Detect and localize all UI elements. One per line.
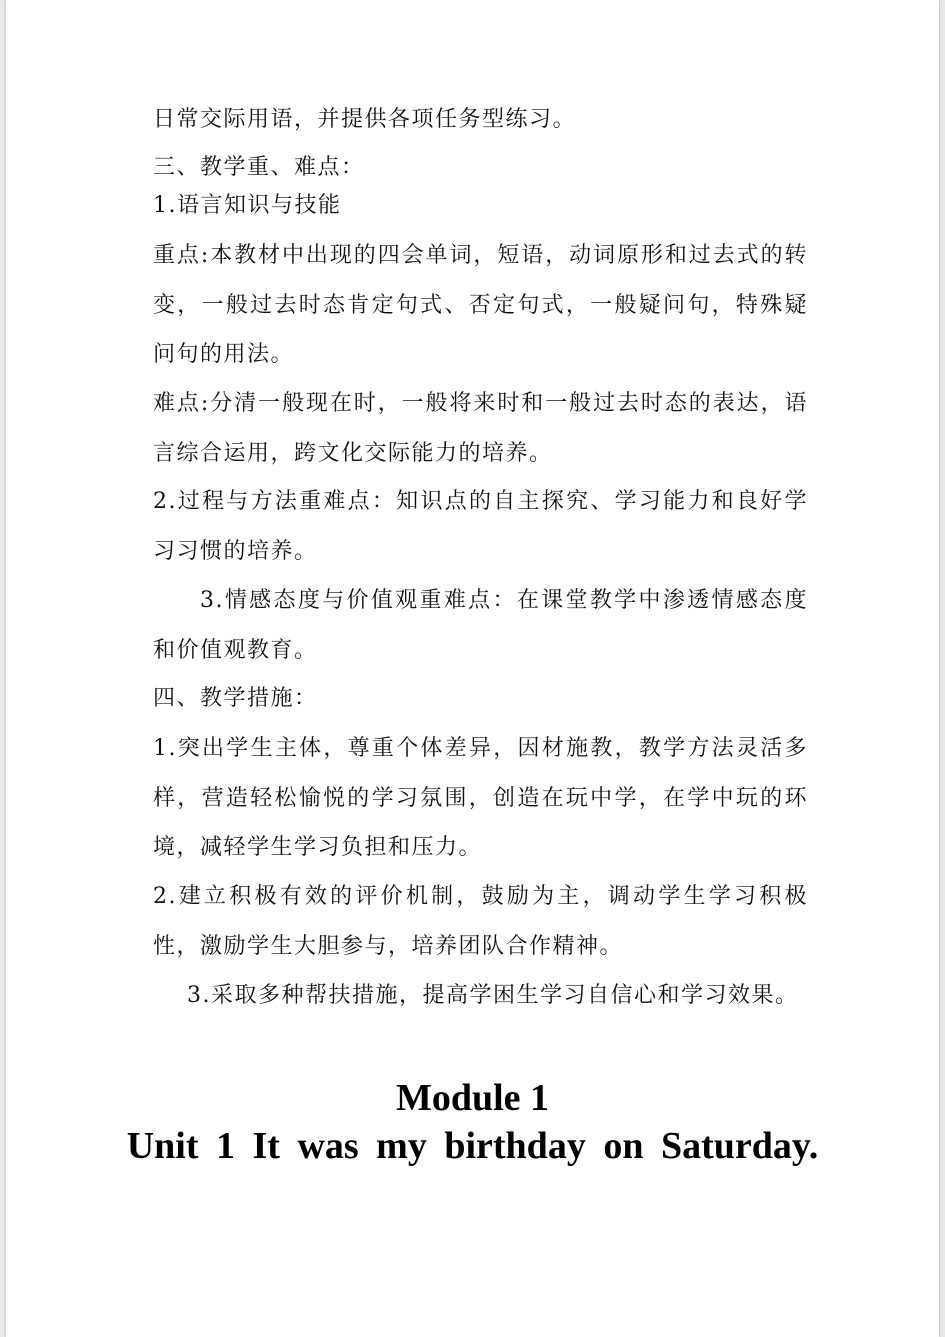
module-title: Module 1 (395, 1077, 550, 1119)
paragraph-emotion-values: 3.情感态度与价值观重难点：在课堂教学中渗透情感态度和价值观教育。 (153, 588, 808, 663)
paragraph-process-method: 2.过程与方法重难点：知识点的自主探究、学习能力和良好学习习惯的培养。 (153, 489, 808, 564)
paragraph-measure-2: 2.建立积极有效的评价机制，鼓励为主，调动学生学习积极性，激励学生大胆参与，培养团队合作精神。 (153, 884, 808, 959)
paragraph-intro-tail: 日常交际用语，并提供各项任务型练习。 (153, 107, 577, 132)
paragraph-difficult-points: 难点:分清一般现在时，一般将来时和一般过去时态的表达，语言综合运用，跨文化交际能力的培养。 (153, 391, 808, 466)
paragraph-measure-1: 1.突出学生主体，尊重个体差异，因材施教，教学方法灵活多样，营造轻松愉悦的学习氛围，创造在玩中学，在学中玩的环境，减轻学生学习负担和压力。 (153, 736, 808, 860)
section-heading-key-points: 三、教学重、难点： (153, 155, 365, 180)
paragraph-measure-3: 3.采取多种帮扶措施，提高学困生学习自信心和学习效果。 (187, 983, 799, 1008)
subheading-language-skills: 1.语言知识与技能 (153, 193, 342, 218)
unit-title: Unit 1 It was my birthday on Saturday. (126, 1125, 819, 1167)
paragraph-key-points: 重点:本教材中出现的四会单词，短语，动词原形和过去式的转变，一般过去时态肯定句式、否定句式，一般疑问句，特殊疑问句的用法。 (153, 243, 808, 367)
section-heading-teaching-measures: 四、教学措施： (153, 686, 318, 711)
